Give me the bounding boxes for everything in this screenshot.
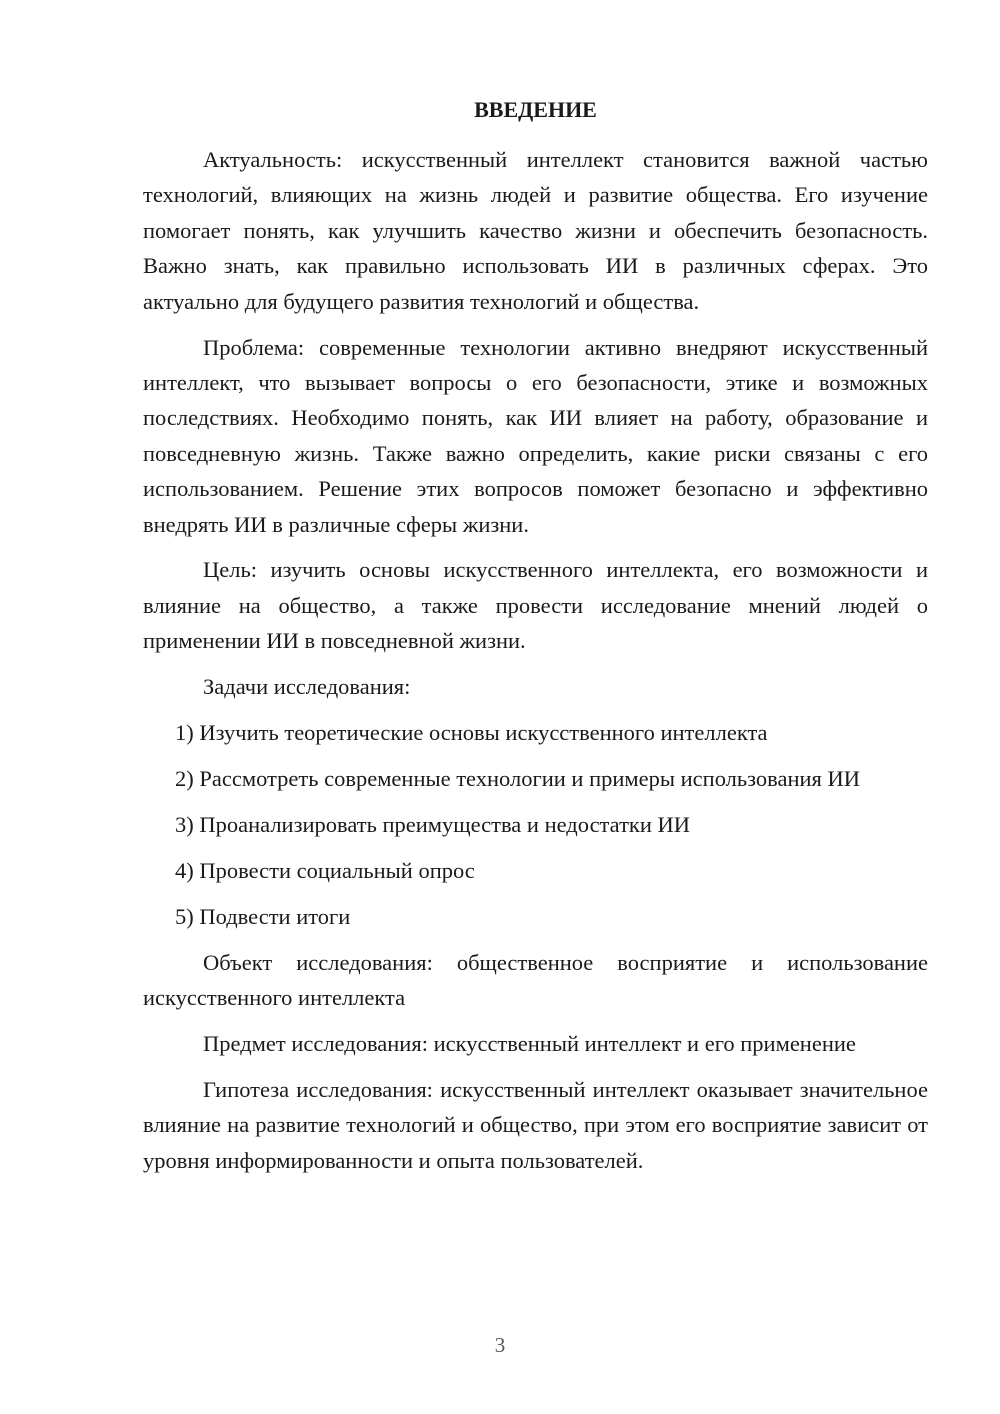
task-item-3: 3) Проанализировать преимущества и недостатки ИИ	[175, 811, 690, 837]
task-item-1: 1) Изучить теоретические основы искусственного интеллекта	[175, 720, 768, 746]
paragraph-object: Объект исследования: общественное восприятие и использование искусственного интеллекта	[143, 949, 928, 1011]
document-page	[143, 92, 928, 1189]
paragraph-hypothesis: Гипотеза исследования: искусственный интеллект оказывает значительное влияние на развитие технологий и общество, при этом его восприятие зависит от уровня информированности и опыта пользователей.	[143, 1076, 928, 1173]
paragraph-subject: Предмет исследования: искусственный интеллект и его применение	[203, 1030, 856, 1056]
page-title: ВВЕДЕНИЕ	[474, 97, 597, 122]
paragraph-relevance: Актуальность: искусственный интеллект становится важной частью технологий, влияющих на жизнь людей и развитие общества. Его изучение помогает понять, как улучшить качество жизни и обеспечить безопасность. Важно знать, как правильно использовать ИИ в различных сферах. Это актуально для будущего развития технологий и общества.	[143, 147, 928, 314]
paragraph-problem: Проблема: современные технологии активно внедряют искусственный интеллект, что вызывает вопросы о его безопасности, этике и возможных последствиях. Необходимо понять, как ИИ влияет на работу, образование и повседневную жизнь. Также важно определить, какие риски связаны с его использованием. Решение этих вопросов поможет безопасно и эффективно внедрять ИИ в различные сферы жизни.	[143, 334, 928, 537]
task-item-4: 4) Провести социальный опрос	[175, 857, 475, 883]
page-number: 3	[494, 1333, 506, 1357]
paragraph-goal: Цель: изучить основы искусственного интеллекта, его возможности и влияние на общество, а также провести исследование мнений людей о применении ИИ в повседневной жизни.	[143, 557, 928, 654]
task-item-2: 2) Рассмотреть современные технологии и примеры использования ИИ	[175, 766, 861, 791]
task-item-5: 5) Подвести итоги	[175, 903, 351, 929]
tasks-heading: Задачи исследования:	[203, 674, 411, 700]
